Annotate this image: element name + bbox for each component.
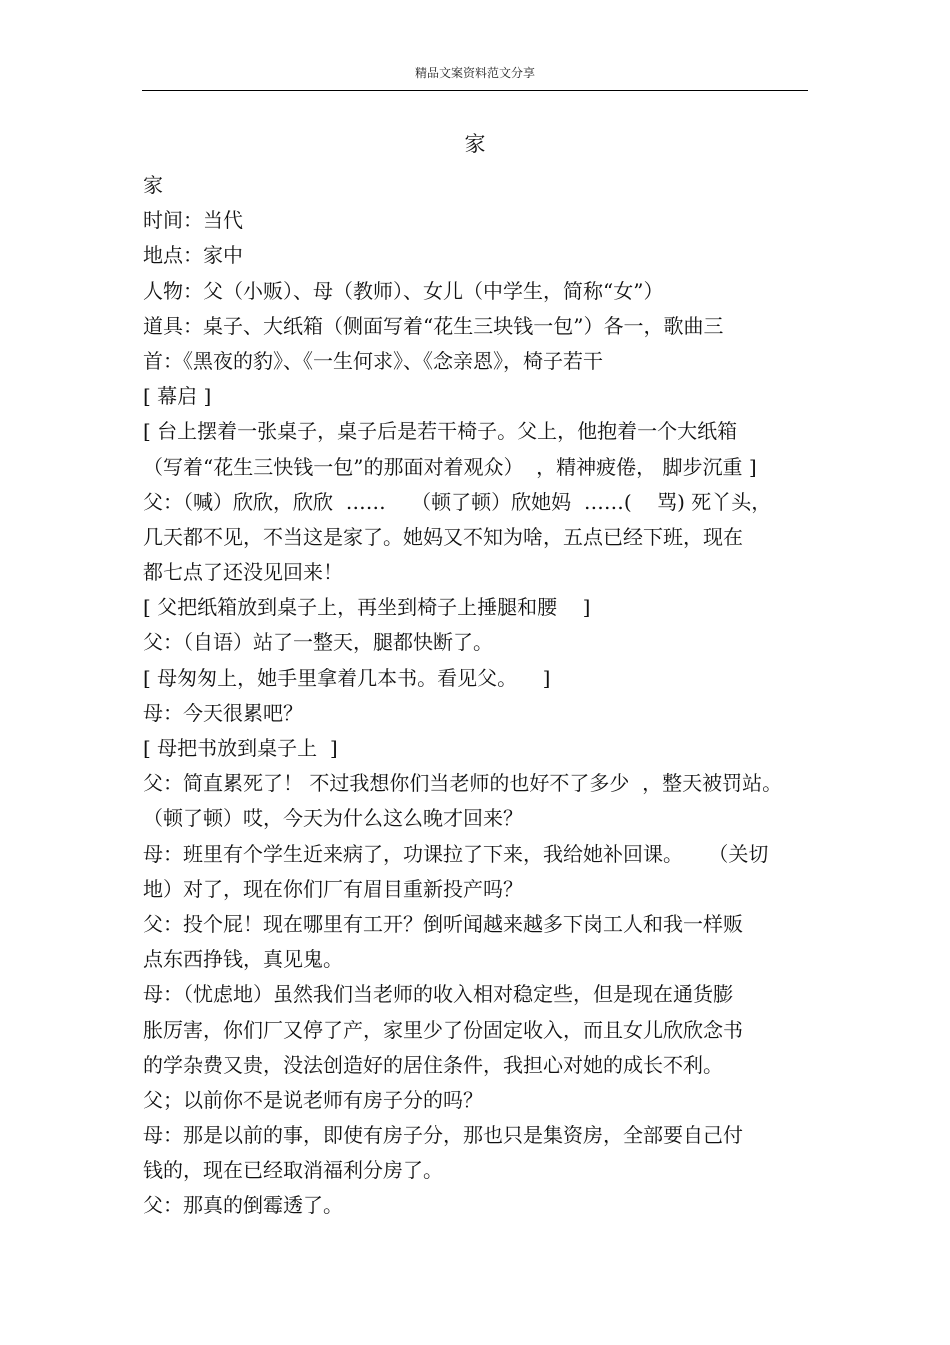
script-line: （顿了顿）哎，今天为什么这么晚才回来？: [143, 806, 523, 831]
script-line: 的学杂费又贵，没法创造好的居住条件，我担心对她的成长不利。: [143, 1052, 723, 1077]
stage-direction: （写着“花生三快钱一包”的那面对着观众） ，精神疲倦， 脚步沉重 ]: [143, 454, 757, 479]
script-body: [143, 168, 811, 1224]
stage-direction: [ 台上摆着一张桌子，桌子后是若干椅子。父上，他抱着一个大纸箱: [143, 419, 738, 444]
script-line: 地）对了，现在你们厂有眉目重新投产吗？: [143, 876, 523, 901]
script-line: 道具：桌子、大纸箱（侧面写着“花生三块钱一包”）各一，歌曲三: [143, 313, 724, 338]
script-line: 父：投个屁！现在哪里有工开？倒听闻越来越多下岗工人和我一样贩: [143, 911, 743, 936]
script-line: 时间：当代: [143, 208, 243, 233]
script-line: 母：那是以前的事，即使有房子分，那也只是集资房，全部要自己付: [143, 1123, 743, 1148]
header-divider: [142, 90, 808, 91]
script-line: 点东西挣钱，真见鬼。: [143, 947, 343, 972]
script-line: 父：那真的倒霉透了。: [143, 1193, 343, 1218]
document-title: 家: [464, 132, 486, 156]
script-line: 胀厉害，你们厂又停了产，家里少了份固定收入，而且女儿欣欣念书: [143, 1017, 743, 1042]
script-line: 父：（自语）站了一整天，腿都快断了。: [143, 630, 493, 655]
script-line: 母：今天很累吧？: [143, 700, 303, 725]
stage-direction: [ 母匆匆上，她手里拿着几本书。看见父。 ]: [143, 665, 551, 690]
script-line: 地点：家中: [143, 243, 243, 268]
script-line: 父：（喊）欣欣，欣欣 …… （顿了顿）欣她妈 ……( 骂) 死丫头，: [143, 489, 772, 514]
script-line: 父；以前你不是说老师有房子分的吗？: [143, 1087, 483, 1112]
script-line: 家: [143, 173, 163, 197]
script-line: 人物：父（小贩）、母（教师）、女儿（中学生，简称“女”）: [143, 278, 664, 303]
page-header: 精品文案资料范文分享: [414, 66, 535, 80]
script-line: 都七点了还没见回来！: [143, 560, 343, 585]
script-line: 母：班里有个学生近来病了，功课拉了下来，我给她补回课。 （关切: [143, 841, 769, 866]
script-line: 几天都不见，不当这是家了。她妈又不知为啥，五点已经下班，现在: [143, 524, 743, 549]
script-line: 首：《黑夜的豹》、《一生何求》、《念亲恩》，椅子若干: [143, 348, 603, 373]
stage-direction: [ 幕启 ]: [143, 384, 212, 409]
stage-direction: [ 母把书放到桌子上 ]: [143, 736, 338, 760]
script-line: 钱的，现在已经取消福利分房了。: [143, 1158, 443, 1183]
stage-direction: [ 父把纸箱放到桌子上，再坐到椅子上捶腿和腰 ]: [143, 595, 591, 620]
script-line: 父：简直累死了！ 不过我想你们当老师的也好不了多少 ，整天被罚站。: [143, 771, 783, 796]
script-line: 母：（忧虑地）虽然我们当老师的收入相对稳定些，但是现在通货膨: [143, 982, 733, 1007]
